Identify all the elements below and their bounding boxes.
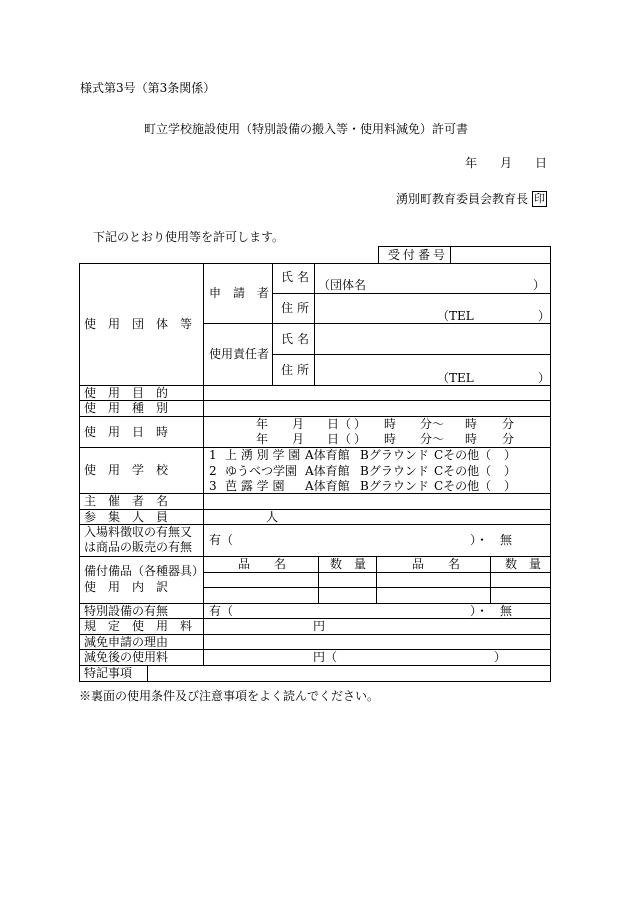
school-3-name: 芭 露 学 園 bbox=[225, 479, 285, 493]
dt2-day: 日（ bbox=[327, 432, 352, 446]
responsible-address-label: 住所 bbox=[281, 363, 314, 377]
dt1-minute-from: 分～ bbox=[420, 417, 445, 431]
organizer-label: 主 催 者 名 bbox=[84, 494, 169, 508]
school-2-facility-a: A体育館 bbox=[305, 464, 350, 478]
rule bbox=[79, 556, 551, 557]
school-3-facility-close: ） bbox=[504, 479, 517, 493]
special-yes-open: 有（ bbox=[209, 604, 234, 618]
issuer-title: 湧別町教育委員会教育長 bbox=[396, 192, 529, 206]
date-day: 日 bbox=[535, 156, 548, 170]
equipment-label-line1: 備付備品（各種器具） bbox=[84, 564, 205, 578]
applicant-label: 申 請 者 bbox=[209, 286, 270, 300]
dt2-hour: 時 bbox=[384, 432, 397, 446]
dt2-minute-from: 分～ bbox=[420, 432, 445, 446]
special-close-none: ）・ 無 bbox=[470, 604, 513, 618]
dt2-year: 年 bbox=[256, 432, 269, 446]
applicant-tel-open: （TEL bbox=[437, 309, 474, 323]
fee-yes-open: 有（ bbox=[209, 533, 234, 547]
school-1-name: 上 湧 別 学 園 bbox=[225, 448, 301, 462]
datetime-label: 使 用 日 時 bbox=[84, 425, 169, 439]
rule bbox=[378, 246, 551, 247]
applicant-tel-close: ） bbox=[538, 309, 551, 323]
rule bbox=[450, 246, 451, 263]
school-3-number: 3 bbox=[209, 479, 217, 493]
applicant-name-label: 氏名 bbox=[281, 270, 314, 284]
school-2-facility-c: Cその他（ bbox=[434, 464, 492, 478]
rule bbox=[314, 263, 315, 385]
rule bbox=[79, 263, 551, 264]
school-2-name: ゆうべつ学園 bbox=[225, 464, 298, 478]
purpose-label: 使 用 目 的 bbox=[84, 386, 169, 400]
rule bbox=[203, 587, 551, 588]
equipment-item-header-1: 品 名 bbox=[238, 557, 287, 571]
dt2-hour-to: 時 bbox=[465, 432, 478, 446]
attendees-unit: 人 bbox=[266, 510, 279, 524]
dt1-day: 日（ bbox=[327, 417, 352, 431]
school-2-facility-close: ） bbox=[504, 464, 517, 478]
dt2-minute-to: 分 bbox=[502, 432, 515, 446]
fixed-fee-yen: 円 bbox=[313, 619, 326, 633]
school-2-facility-b: Bグラウンド bbox=[360, 464, 429, 478]
seal-mark: 印 bbox=[534, 192, 545, 205]
fee-label-line2: は商品の販売の有無 bbox=[84, 540, 193, 554]
special-equipment-label: 特別設備の有無 bbox=[84, 604, 169, 618]
dt1-paren-close: ） bbox=[354, 417, 367, 431]
school-1-facility-close: ） bbox=[504, 448, 517, 462]
dt1-minute-to: 分 bbox=[502, 417, 515, 431]
school-1-facility-b: Bグラウンド bbox=[360, 448, 429, 462]
school-label: 使 用 学 校 bbox=[84, 463, 169, 477]
attendees-label: 参 集 人 員 bbox=[84, 510, 169, 524]
school-1-number: 1 bbox=[209, 448, 217, 462]
rule bbox=[378, 246, 379, 263]
fixed-fee-label: 規 定 使 用 料 bbox=[84, 619, 193, 633]
dt1-hour-to: 時 bbox=[465, 417, 478, 431]
dt2-month: 月 bbox=[292, 432, 305, 446]
responsible-tel-open: （TEL bbox=[437, 371, 474, 385]
intro-text: 下記のとおり使用等を許可します。 bbox=[93, 230, 285, 244]
rule bbox=[203, 263, 204, 665]
rule bbox=[490, 556, 491, 603]
dt1-hour: 時 bbox=[384, 417, 397, 431]
remarks-label: 特記事項 bbox=[84, 666, 133, 680]
date-year: 年 bbox=[465, 156, 478, 170]
rule bbox=[272, 263, 273, 385]
rule bbox=[318, 556, 319, 603]
equipment-label-line2: 使 用 内 訳 bbox=[84, 580, 169, 594]
rule bbox=[550, 246, 551, 263]
equipment-item-header-2: 品 名 bbox=[412, 557, 461, 571]
school-3-facility-c: Cその他（ bbox=[434, 479, 492, 493]
reception-number-label: 受付番号 bbox=[388, 248, 449, 262]
document-title: 町立学校施設使用（特別設備の搬入等・使用料減免）許可書 bbox=[144, 122, 469, 136]
equipment-qty-header-2: 数 量 bbox=[505, 557, 542, 571]
rule bbox=[79, 263, 80, 681]
responsible-person-label: 使用責任者 bbox=[209, 347, 270, 361]
usage-type-label: 使 用 種 別 bbox=[84, 401, 169, 415]
fee-label-line1: 入場料徴収の有無又 bbox=[84, 525, 193, 539]
school-2-number: 2 bbox=[209, 464, 217, 478]
group-label: 使 用 団 体 等 bbox=[84, 317, 193, 331]
equipment-qty-header-1: 数 量 bbox=[330, 557, 367, 571]
rule bbox=[203, 323, 551, 324]
applicant-address-label: 住所 bbox=[281, 301, 314, 315]
school-3-facility-b: Bグラウンド bbox=[360, 479, 429, 493]
rule bbox=[79, 681, 551, 682]
reduced-fee-yen-open: 円（ bbox=[313, 650, 338, 664]
reduction-reason-label: 減免申請の理由 bbox=[84, 635, 169, 649]
responsible-name-label: 氏名 bbox=[281, 332, 314, 346]
date-month: 月 bbox=[500, 156, 513, 170]
school-3-facility-a: A体育館 bbox=[305, 479, 350, 493]
responsible-tel-close: ） bbox=[538, 371, 551, 385]
reduced-fee-label: 減免後の使用料 bbox=[84, 650, 169, 664]
form-number: 様式第3号（第3条関係） bbox=[80, 81, 216, 95]
group-name-close: ） bbox=[533, 278, 546, 292]
group-name-open: （団体名 bbox=[318, 278, 367, 292]
rule bbox=[79, 416, 551, 417]
reduced-fee-close: ） bbox=[494, 650, 507, 664]
dt1-year: 年 bbox=[256, 417, 269, 431]
rule bbox=[147, 665, 148, 681]
dt1-month: 月 bbox=[292, 417, 305, 431]
school-1-facility-a: A体育館 bbox=[305, 448, 350, 462]
fee-close-none: ）・ 無 bbox=[470, 533, 513, 547]
rule bbox=[203, 572, 551, 573]
school-1-facility-c: Cその他（ bbox=[434, 448, 492, 462]
rule bbox=[376, 556, 377, 603]
rule bbox=[79, 665, 551, 666]
rule bbox=[550, 263, 551, 681]
dt2-paren-close: ） bbox=[354, 432, 367, 446]
footer-note: ※裏面の使用条件及び注意事項をよく読んでください。 bbox=[79, 689, 380, 703]
